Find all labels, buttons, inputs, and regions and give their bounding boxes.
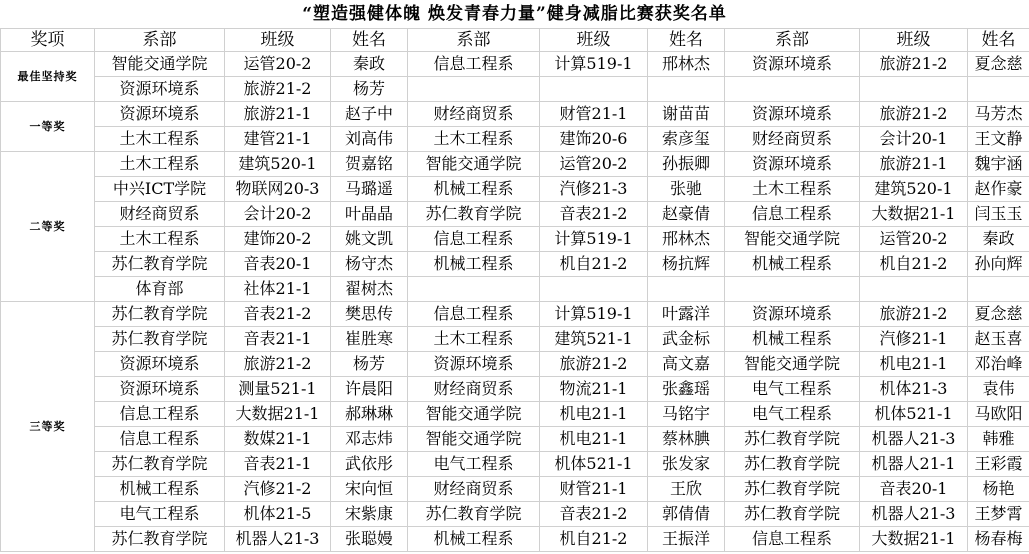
class-cell: 旅游21-1: [225, 102, 331, 127]
department-cell: 资源环境系: [725, 152, 860, 177]
department-cell: 苏仁教育学院: [95, 327, 225, 352]
table-row: [1, 127, 1029, 152]
class-cell: 机电21-1: [540, 402, 648, 427]
department-cell: 资源环境系: [95, 352, 225, 377]
department-cell: 电气工程系: [95, 502, 225, 527]
name-cell: 王文静: [968, 127, 1029, 152]
department-cell: 资源环境系: [95, 77, 225, 102]
department-cell: 苏仁教育学院: [95, 452, 225, 477]
department-cell: 电气工程系: [725, 377, 860, 402]
name-cell: 刘高伟: [331, 127, 408, 152]
name-cell: 魏宇涵: [968, 152, 1029, 177]
name-cell: 邓志炜: [331, 427, 408, 452]
class-cell: 机体521-1: [540, 452, 648, 477]
header-cell: 班级: [225, 29, 331, 52]
class-cell: 机电21-1: [540, 427, 648, 452]
department-cell: 苏仁教育学院: [408, 502, 540, 527]
name-cell: [968, 77, 1029, 102]
name-cell: 闫玉玉: [968, 202, 1029, 227]
class-cell: 机体21-5: [225, 502, 331, 527]
name-cell: 高文嘉: [648, 352, 725, 377]
class-cell: 数媒21-1: [225, 427, 331, 452]
header-cell: 系部: [408, 29, 540, 52]
class-cell: 建筑521-1: [540, 327, 648, 352]
department-cell: 机械工程系: [408, 177, 540, 202]
department-cell: 机械工程系: [408, 527, 540, 552]
name-cell: [648, 277, 725, 302]
name-cell: 张发家: [648, 452, 725, 477]
class-cell: [540, 277, 648, 302]
table-row: [1, 352, 1029, 377]
name-cell: 叶晶晶: [331, 202, 408, 227]
department-cell: 智能交通学院: [408, 427, 540, 452]
name-cell: 秦政: [331, 52, 408, 77]
class-cell: [860, 77, 968, 102]
department-cell: 体育部: [95, 277, 225, 302]
name-cell: 武依彤: [331, 452, 408, 477]
class-cell: 机器人21-3: [225, 527, 331, 552]
class-cell: 建筑520-1: [225, 152, 331, 177]
name-cell: 赵豪倩: [648, 202, 725, 227]
name-cell: 邢林杰: [648, 52, 725, 77]
class-cell: 机器人21-3: [860, 427, 968, 452]
department-cell: 机械工程系: [408, 252, 540, 277]
department-cell: 机械工程系: [95, 477, 225, 502]
class-cell: 旅游21-2: [860, 302, 968, 327]
class-cell: 旅游21-2: [860, 52, 968, 77]
name-cell: 宋向恒: [331, 477, 408, 502]
header-cell: 奖项: [1, 29, 95, 52]
class-cell: 汽修21-3: [540, 177, 648, 202]
class-cell: 大数据21-1: [225, 402, 331, 427]
award-table: [0, 28, 1029, 552]
class-cell: 音表20-1: [860, 477, 968, 502]
name-cell: 谢苗苗: [648, 102, 725, 127]
table-row: [1, 327, 1029, 352]
department-cell: 土木工程系: [95, 127, 225, 152]
name-cell: 赵子中: [331, 102, 408, 127]
table-row: [1, 477, 1029, 502]
name-cell: 翟树杰: [331, 277, 408, 302]
department-cell: 苏仁教育学院: [725, 427, 860, 452]
department-cell: 中兴ICT学院: [95, 177, 225, 202]
name-cell: 夏念慈: [968, 302, 1029, 327]
class-cell: 建饰20-6: [540, 127, 648, 152]
header-row: [1, 29, 1029, 52]
header-cell: 姓名: [331, 29, 408, 52]
class-cell: 建管21-1: [225, 127, 331, 152]
award-category-cell: 一等奖: [1, 102, 95, 152]
department-cell: 资源环境系: [725, 302, 860, 327]
name-cell: 秦政: [968, 227, 1029, 252]
class-cell: 测量521-1: [225, 377, 331, 402]
name-cell: 夏念慈: [968, 52, 1029, 77]
department-cell: 信息工程系: [408, 227, 540, 252]
department-cell: 土木工程系: [408, 327, 540, 352]
class-cell: 计算519-1: [540, 227, 648, 252]
header-cell: 系部: [95, 29, 225, 52]
name-cell: 赵作豪: [968, 177, 1029, 202]
name-cell: 宋紫康: [331, 502, 408, 527]
department-cell: 机械工程系: [725, 252, 860, 277]
department-cell: 财经商贸系: [95, 202, 225, 227]
name-cell: [968, 277, 1029, 302]
header-cell: 姓名: [968, 29, 1029, 52]
class-cell: 机器人21-1: [860, 452, 968, 477]
class-cell: 机自21-2: [540, 252, 648, 277]
department-cell: 土木工程系: [95, 152, 225, 177]
name-cell: 杨芳: [331, 77, 408, 102]
department-cell: [725, 77, 860, 102]
table-row: [1, 227, 1029, 252]
name-cell: 袁伟: [968, 377, 1029, 402]
name-cell: 许晨阳: [331, 377, 408, 402]
department-cell: [408, 277, 540, 302]
award-category-cell: 三等奖: [1, 302, 95, 552]
department-cell: 资源环境系: [725, 102, 860, 127]
class-cell: 音表20-1: [225, 252, 331, 277]
table-row: [1, 177, 1029, 202]
name-cell: 索彦玺: [648, 127, 725, 152]
department-cell: 苏仁教育学院: [725, 477, 860, 502]
department-cell: 智能交通学院: [725, 352, 860, 377]
department-cell: 资源环境系: [95, 102, 225, 127]
department-cell: 苏仁教育学院: [725, 502, 860, 527]
class-cell: 计算519-1: [540, 52, 648, 77]
name-cell: 王欣: [648, 477, 725, 502]
name-cell: 崔胜寒: [331, 327, 408, 352]
name-cell: 王振洋: [648, 527, 725, 552]
name-cell: 王梦霄: [968, 502, 1029, 527]
class-cell: 汽修21-2: [225, 477, 331, 502]
class-cell: 运管20-2: [540, 152, 648, 177]
department-cell: 信息工程系: [725, 202, 860, 227]
class-cell: 汽修21-1: [860, 327, 968, 352]
class-cell: 音表21-2: [540, 502, 648, 527]
class-cell: 运管20-2: [860, 227, 968, 252]
name-cell: 孙向辉: [968, 252, 1029, 277]
department-cell: 土木工程系: [725, 177, 860, 202]
class-cell: [540, 77, 648, 102]
name-cell: 杨春梅: [968, 527, 1029, 552]
department-cell: 资源环境系: [408, 352, 540, 377]
class-cell: 建筑520-1: [860, 177, 968, 202]
department-cell: 财经商贸系: [725, 127, 860, 152]
class-cell: 财管21-1: [540, 477, 648, 502]
table-row: [1, 202, 1029, 227]
department-cell: 信息工程系: [95, 427, 225, 452]
header-cell: 班级: [860, 29, 968, 52]
name-cell: 孙振卿: [648, 152, 725, 177]
header-cell: 姓名: [648, 29, 725, 52]
name-cell: 蔡林腆: [648, 427, 725, 452]
department-cell: 苏仁教育学院: [95, 302, 225, 327]
class-cell: 计算519-1: [540, 302, 648, 327]
table-row: [1, 102, 1029, 127]
name-cell: 樊思传: [331, 302, 408, 327]
name-cell: 马璐遥: [331, 177, 408, 202]
table-row: [1, 252, 1029, 277]
table-row: [1, 402, 1029, 427]
department-cell: [725, 277, 860, 302]
name-cell: 马铭宇: [648, 402, 725, 427]
name-cell: 邓治峰: [968, 352, 1029, 377]
class-cell: 旅游21-2: [860, 102, 968, 127]
table-row: [1, 502, 1029, 527]
name-cell: 杨芳: [331, 352, 408, 377]
name-cell: 马芳杰: [968, 102, 1029, 127]
class-cell: 物联网20-3: [225, 177, 331, 202]
name-cell: 郭倩倩: [648, 502, 725, 527]
department-cell: 财经商贸系: [408, 477, 540, 502]
department-cell: 苏仁教育学院: [408, 202, 540, 227]
class-cell: 机电21-1: [860, 352, 968, 377]
name-cell: 武金标: [648, 327, 725, 352]
class-cell: 建饰20-2: [225, 227, 331, 252]
name-cell: 郝琳琳: [331, 402, 408, 427]
class-cell: 机自21-2: [540, 527, 648, 552]
class-cell: 旅游21-2: [225, 77, 331, 102]
department-cell: 信息工程系: [725, 527, 860, 552]
table-row: [1, 77, 1029, 102]
name-cell: 赵玉喜: [968, 327, 1029, 352]
name-cell: 贺嘉铭: [331, 152, 408, 177]
name-cell: 王彩霞: [968, 452, 1029, 477]
department-cell: 苏仁教育学院: [95, 527, 225, 552]
class-cell: 音表21-2: [540, 202, 648, 227]
table-row: [1, 302, 1029, 327]
department-cell: 电气工程系: [408, 452, 540, 477]
class-cell: [860, 277, 968, 302]
class-cell: 运管20-2: [225, 52, 331, 77]
department-cell: 信息工程系: [408, 302, 540, 327]
department-cell: 土木工程系: [95, 227, 225, 252]
class-cell: 会计20-1: [860, 127, 968, 152]
class-cell: 旅游21-2: [540, 352, 648, 377]
department-cell: 机械工程系: [725, 327, 860, 352]
department-cell: 财经商贸系: [408, 102, 540, 127]
department-cell: 信息工程系: [95, 402, 225, 427]
department-cell: 信息工程系: [408, 52, 540, 77]
name-cell: [648, 77, 725, 102]
department-cell: 土木工程系: [408, 127, 540, 152]
header-cell: 班级: [540, 29, 648, 52]
table-row: [1, 527, 1029, 552]
class-cell: 财管21-1: [540, 102, 648, 127]
header-cell: 系部: [725, 29, 860, 52]
table-row: [1, 427, 1029, 452]
name-cell: 张驰: [648, 177, 725, 202]
award-category-cell: 二等奖: [1, 152, 95, 302]
department-cell: 智能交通学院: [95, 52, 225, 77]
class-cell: 社体21-1: [225, 277, 331, 302]
name-cell: 姚文凯: [331, 227, 408, 252]
name-cell: 杨艳: [968, 477, 1029, 502]
department-cell: 苏仁教育学院: [725, 452, 860, 477]
class-cell: 机体21-3: [860, 377, 968, 402]
table-row: [1, 377, 1029, 402]
class-cell: 物流21-1: [540, 377, 648, 402]
name-cell: 马欧阳: [968, 402, 1029, 427]
department-cell: 智能交通学院: [408, 402, 540, 427]
table-row: [1, 52, 1029, 77]
department-cell: 电气工程系: [725, 402, 860, 427]
document-title: “塑造强健体魄 焕发青春力量”健身减脂比赛获奖名单: [302, 4, 727, 24]
class-cell: 音表21-1: [225, 452, 331, 477]
department-cell: 苏仁教育学院: [95, 252, 225, 277]
department-cell: 智能交通学院: [725, 227, 860, 252]
department-cell: 财经商贸系: [408, 377, 540, 402]
class-cell: 会计20-2: [225, 202, 331, 227]
table-row: [1, 152, 1029, 177]
class-cell: 音表21-1: [225, 327, 331, 352]
class-cell: 旅游21-2: [225, 352, 331, 377]
name-cell: 邢林杰: [648, 227, 725, 252]
table-row: [1, 452, 1029, 477]
department-cell: 资源环境系: [95, 377, 225, 402]
name-cell: 杨抗辉: [648, 252, 725, 277]
class-cell: 大数据21-1: [860, 202, 968, 227]
class-cell: 音表21-2: [225, 302, 331, 327]
department-cell: 智能交通学院: [408, 152, 540, 177]
name-cell: 张鑫瑶: [648, 377, 725, 402]
name-cell: 杨守杰: [331, 252, 408, 277]
department-cell: 资源环境系: [725, 52, 860, 77]
class-cell: 机器人21-3: [860, 502, 968, 527]
class-cell: 机自21-2: [860, 252, 968, 277]
table-row: [1, 277, 1029, 302]
class-cell: 旅游21-1: [860, 152, 968, 177]
award-category-cell: 最佳坚持奖: [1, 52, 95, 102]
class-cell: 机体521-1: [860, 402, 968, 427]
department-cell: [408, 77, 540, 102]
name-cell: 韩雅: [968, 427, 1029, 452]
class-cell: 大数据21-1: [860, 527, 968, 552]
name-cell: 张聪嫚: [331, 527, 408, 552]
name-cell: 叶露洋: [648, 302, 725, 327]
